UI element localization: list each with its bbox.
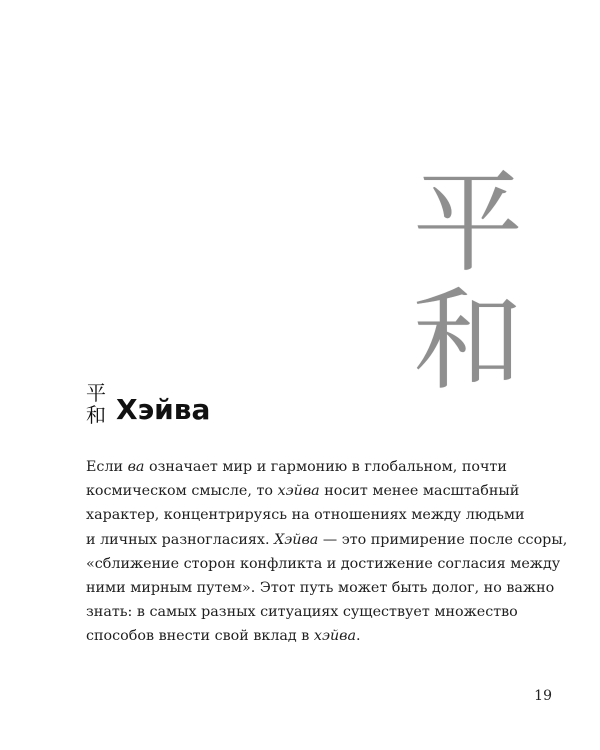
body-line [86,624,526,648]
body-line [86,576,555,600]
text-run: способов внести свой вклад в [86,628,314,645]
text-run: «сближение сторон конфликта и достижение согласия между [86,555,561,572]
section-heading [86,382,210,426]
text-run: . [356,628,361,645]
heading-title: Хэйва [116,393,211,426]
italic-term: хэйва [313,628,356,645]
italic-term: хэйва [277,483,320,500]
heading-kanji-stack [86,382,106,426]
heading-kanji-char-1: 平 [86,381,106,405]
body-line [86,503,526,527]
body-line [86,600,526,624]
body-line [86,455,526,479]
hero-kanji-char-1: 平 [413,159,523,287]
text-run: характер, концентрируясь на отношениях между людьми [86,507,525,524]
italic-term: ва [127,459,145,475]
text-run: Если [86,459,128,475]
text-run: означает мир и гармонию в глобальном, почти [144,459,507,475]
body-line [86,479,526,503]
text-run: космическом смысле, то [86,483,278,500]
text-run: носит менее масштабный [319,483,520,500]
hero-kanji-vertical [398,159,538,405]
text-run: — это примирение после ссоры, [318,531,568,548]
hero-kanji-char-2: 和 [413,277,523,405]
body-paragraph [86,455,568,649]
italic-term: Хэйва [274,531,319,548]
page-number: 19 [534,688,552,704]
text-run: знать: в самых разных ситуациях существует множество [86,604,518,621]
text-run: ними мирным путем». Этот путь может быть долог, но важно [86,580,555,597]
heading-kanji-char-2: 和 [86,403,106,427]
text-run: и личных разногласиях. [86,531,275,548]
body-line [86,528,568,552]
body-line [86,552,561,576]
